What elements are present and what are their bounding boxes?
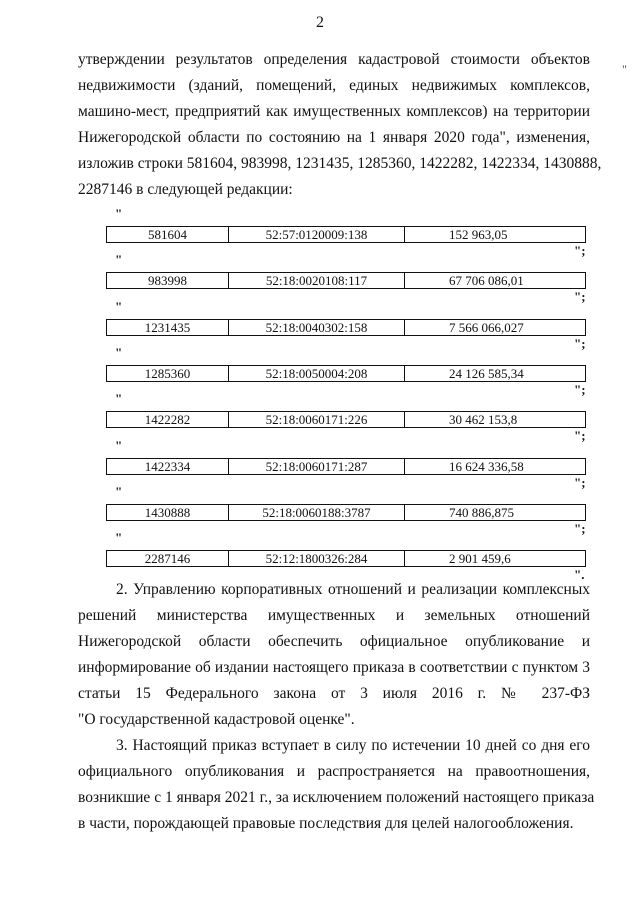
margin-mark: " [622, 62, 627, 76]
row-number-cell: 581604 [107, 227, 229, 242]
text-line: официального опубликования и распространяется на правоотношения, [78, 763, 590, 780]
page-number: 2 [316, 14, 324, 31]
cadastral-number-cell: 52:57:0120009:138 [229, 227, 405, 242]
text-line: машино-мест, предприятий как имущественных комплексов) на территории [78, 103, 590, 120]
quote-close-mark: "; [574, 289, 586, 304]
quote-open-mark: " [115, 391, 123, 406]
table-row [106, 504, 586, 521]
cadastral-number-cell: 52:18:0020108:117 [229, 273, 405, 288]
row-number-cell: 1422282 [107, 412, 229, 427]
table-row [106, 550, 586, 567]
cadastral-value-cell: 67 706 086,01 [449, 272, 524, 288]
text-line: возникшие с 1 января 2021 г., за исключением положений настоящего приказа [78, 789, 595, 806]
quote-open-mark: " [115, 345, 123, 360]
quote-open-mark: " [115, 206, 123, 221]
quote-open-mark: " [115, 299, 123, 314]
text-line: решений министерства имущественных и земельных отношений [78, 607, 590, 624]
row-number-cell: 1285360 [107, 366, 229, 381]
text-line: утверждении результатов определения кадастровой стоимости объектов [78, 51, 590, 68]
paragraph-3 [78, 733, 595, 837]
table-row [106, 458, 586, 475]
cadastral-value-cell: 7 566 066,027 [449, 319, 524, 335]
text-line: "О государственной кадастровой оценке". [78, 711, 355, 728]
text-line: Нижегородской области по состоянию на 1 января 2020 года", изменения, [78, 129, 590, 146]
table-row [106, 365, 586, 382]
table-row [106, 272, 586, 289]
row-number-cell: 2287146 [107, 551, 229, 566]
quote-open-mark: " [115, 530, 123, 545]
row-number-cell: 983998 [107, 273, 229, 288]
quote-close-mark: "; [574, 475, 586, 490]
quote-open-mark: " [115, 484, 123, 499]
quote-open-mark: " [115, 438, 123, 453]
quote-close-mark: "; [574, 521, 586, 536]
table-row [106, 226, 586, 243]
cadastral-value-cell: 2 901 459,6 [449, 550, 511, 566]
paragraph-2 [78, 577, 590, 733]
row-number-cell: 1422334 [107, 459, 229, 474]
text-line: недвижимости (зданий, помещений, единых недвижимых комплексов, [78, 77, 590, 94]
quote-close-mark: "; [574, 336, 586, 351]
quote-open-mark: " [115, 252, 123, 267]
cadastral-value-cell: 30 462 153,8 [449, 411, 518, 427]
text-line: Нижегородской области обеспечить официальное опубликование и [78, 633, 590, 650]
row-number-cell: 1231435 [107, 320, 229, 335]
text-line: в части, порождающей правовые последствия для целей налогообложения. [78, 815, 574, 832]
text-line: изложив строки 581604, 983998, 1231435, 1285360, 1422282, 1422334, 1430888, [78, 155, 602, 172]
text-line: 3. Настоящий приказ вступает в силу по истечении 10 дней со дня его [116, 737, 590, 754]
intro-paragraph [78, 47, 602, 203]
cadastral-number-cell: 52:18:0060171:287 [229, 459, 405, 474]
quote-close-mark: "; [574, 243, 586, 258]
cadastral-value-cell: 16 624 336,58 [449, 458, 524, 474]
cadastral-number-cell: 52:18:0060188:3787 [229, 505, 405, 520]
cadastral-number-cell: 52:18:0050004:208 [229, 366, 405, 381]
cadastral-value-cell: 152 963,05 [449, 226, 508, 242]
cadastral-number-cell: 52:18:0060171:226 [229, 412, 405, 427]
text-line: статьи 15 Федерального закона от 3 июля 2016 г. № 237-ФЗ [78, 685, 590, 702]
quote-close-mark: "; [574, 428, 586, 443]
cadastral-number-cell: 52:12:1800326:284 [229, 551, 405, 566]
table-row [106, 319, 586, 336]
quote-close-mark: "; [574, 382, 586, 397]
text-line: информирование об издании настоящего приказа в соответствии с пунктом 3 [78, 659, 590, 676]
cadastral-value-cell: 24 126 585,34 [449, 365, 524, 381]
cadastral-value-cell: 740 886,875 [449, 504, 514, 520]
text-line: 2287146 в следующей редакции: [78, 181, 293, 198]
table-row [106, 411, 586, 428]
quote-close-mark: ". [574, 567, 585, 582]
cadastral-number-cell: 52:18:0040302:158 [229, 320, 405, 335]
row-number-cell: 1430888 [107, 505, 229, 520]
text-line: 2. Управлению корпоративных отношений и реализации комплексных [116, 581, 590, 598]
